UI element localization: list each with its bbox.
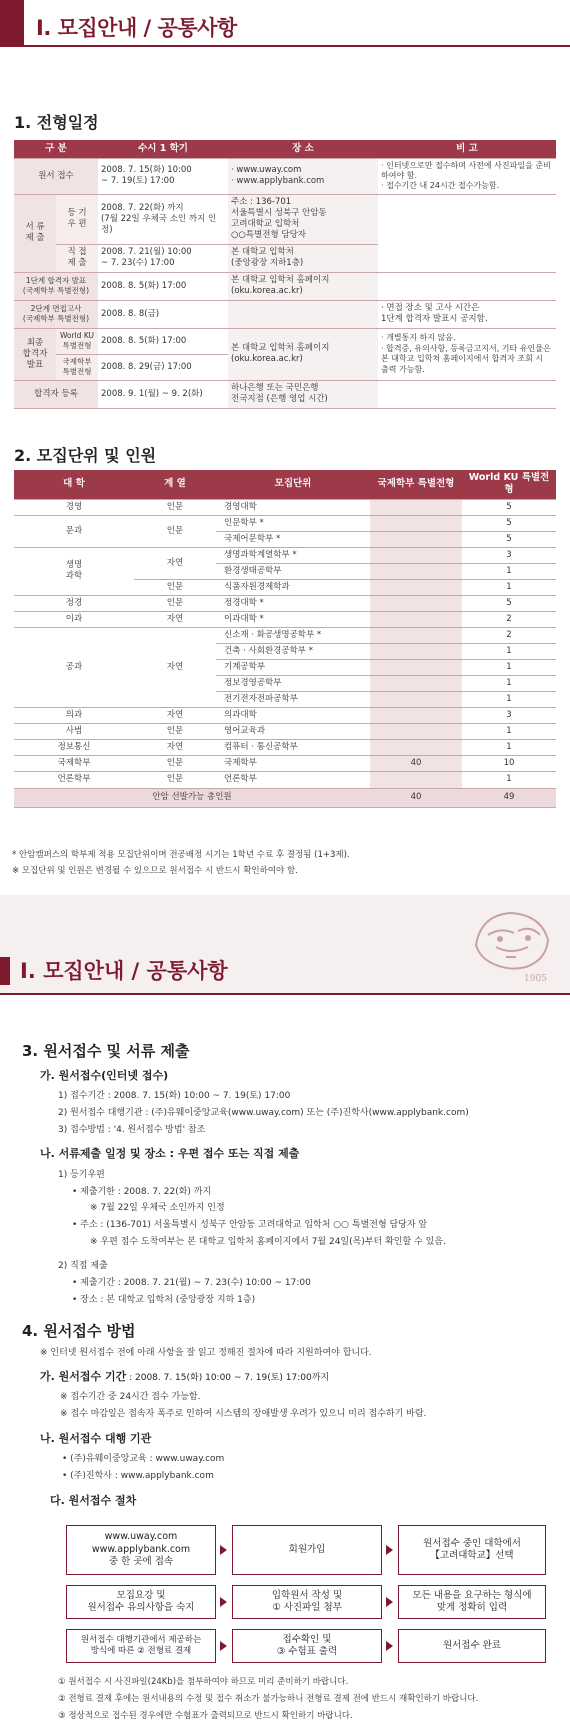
cell-intl: 40 xyxy=(370,756,462,772)
text-line: • (주)유웨이중앙교육 : www.uway.com xyxy=(62,1454,225,1464)
cell-note-empty xyxy=(378,380,556,408)
header-bar xyxy=(0,0,24,47)
subsection-title: 나. 서류제출 일정 및 장소 : 우편 접수 또는 직접 제출 xyxy=(40,1147,300,1160)
row-label: 합격자 등록 xyxy=(14,380,98,408)
cell-place: 주소 : 136-701 서울특별시 성북구 안암동 고려대학교 입학처 ○○특별전형 담당자 xyxy=(228,194,378,244)
subsection-title: 가. 원서접수 기간 xyxy=(40,1370,127,1383)
flow-step-6: 모든 내용을 요구하는 형식에 맞게 정확히 입력 xyxy=(398,1585,546,1619)
cell-field: 인문 xyxy=(134,515,216,547)
subsection-title: 가. 원서접수(인터넷 접수) xyxy=(40,1069,169,1082)
cell-field: 인문 xyxy=(134,756,216,772)
page-2 xyxy=(0,895,570,1728)
col-header: 국제학부 특별전형 xyxy=(370,470,462,499)
cell-wku: 1 xyxy=(462,579,556,595)
text-line: 1) 등기우편 xyxy=(58,1170,105,1180)
row-label: 서 류 제 출 xyxy=(14,194,56,272)
cell-unit: 식품자원경제학과 xyxy=(216,579,370,595)
col-header: 장 소 xyxy=(228,140,378,158)
cell-period: 2008. 8. 5(화) 17:00 xyxy=(98,328,228,354)
table-row xyxy=(14,499,556,515)
cell-field: 인문 xyxy=(134,579,216,595)
units-table xyxy=(14,470,556,808)
cell-college: 이과 xyxy=(14,612,134,628)
row-sublabel: 국제학부 특별전형 xyxy=(56,354,98,380)
col-header: 구 분 xyxy=(14,140,98,158)
col-header: 대 학 xyxy=(14,470,134,499)
text-line: ※ 접수기간 중 24시간 접수 가능함. xyxy=(60,1392,201,1402)
footnote: * 안암캠퍼스의 학부제 적용 모집단위이며 전공배정 시기는 1학년 수료 후 결정됨 (1+3제). xyxy=(12,850,350,860)
footnote: ※ 모집단위 및 인원은 변경될 수 있으므로 원서접수 시 반드시 확인하여야 함. xyxy=(12,866,298,876)
table-row xyxy=(14,756,556,772)
cell-college: 생명 과학 xyxy=(14,547,134,595)
flow-step-1: www.uway.com www.applybank.com 중 한 곳에 접속 xyxy=(66,1525,216,1575)
total-wku: 49 xyxy=(462,788,556,807)
cell-intl xyxy=(370,499,462,515)
cell-wku: 1 xyxy=(462,660,556,676)
cell-field: 인문 xyxy=(134,772,216,788)
cell-intl xyxy=(370,612,462,628)
cell-note-empty xyxy=(378,194,556,272)
cell-intl xyxy=(370,595,462,611)
cell-wku: 10 xyxy=(462,756,556,772)
table-row xyxy=(14,547,556,563)
cell-note: · 면접 장소 및 고사 시간은 1단계 합격자 발표시 공지함. xyxy=(378,300,556,328)
subsection-title: 나. 원서접수 대행 기관 xyxy=(40,1432,152,1445)
text-line: • 장소 : 본 대학교 입학처 (중앙광장 지하 1층) xyxy=(72,1295,256,1305)
page-title: Ⅰ. 모집안내 / 공통사항 xyxy=(36,16,237,40)
cell-intl xyxy=(370,579,462,595)
flow-step-4: 모집요강 및 원서접수 유의사항을 숙지 xyxy=(66,1585,216,1619)
cell-period: 2008. 9. 1(월) ~ 9. 2(화) xyxy=(98,380,228,408)
cell-unit: 컴퓨터 · 통신공학부 xyxy=(216,740,370,756)
text-line: ※ 우편 접수 도착여부는 본 대학교 입학처 홈페이지에서 7월 24일(목)부터 확인할 수 있음. xyxy=(90,1237,446,1247)
cell-field: 자연 xyxy=(134,612,216,628)
cell-wku: 1 xyxy=(462,644,556,660)
cell-college: 공과 xyxy=(14,628,134,708)
cell-unit: 기계공학부 xyxy=(216,660,370,676)
cell-place: · www.uway.com · www.applybank.com xyxy=(228,158,378,194)
arrow-right-icon xyxy=(386,1641,393,1651)
row-label: 최종 합격자 발표 xyxy=(14,328,56,380)
cell-unit: 국제어문학부 * xyxy=(216,531,370,547)
cell-wku: 2 xyxy=(462,628,556,644)
cell-unit: 경영대학 xyxy=(216,499,370,515)
cell-field: 자연 xyxy=(134,740,216,756)
row-label: 2단계 면접고사 (국제학부 특별전형) xyxy=(14,300,98,328)
cell-field: 자연 xyxy=(134,547,216,579)
cell-field: 자연 xyxy=(134,628,216,708)
cell-intl xyxy=(370,692,462,708)
cell-note-empty xyxy=(378,272,556,300)
cell-intl xyxy=(370,515,462,531)
cell-period: 2008. 8. 29(금) 17:00 xyxy=(98,354,228,380)
cell-unit: 인문학부 * xyxy=(216,515,370,531)
cell-college: 정보통신 xyxy=(14,740,134,756)
cell-unit: 의과대학 xyxy=(216,708,370,724)
cell-intl xyxy=(370,644,462,660)
section-title-method: 4. 원서접수 방법 xyxy=(22,1322,136,1340)
arrow-right-icon xyxy=(220,1545,227,1555)
page-header xyxy=(0,0,570,47)
row-sublabel: 등 기 우 편 xyxy=(56,194,98,244)
cell-wku: 5 xyxy=(462,515,556,531)
cell-unit: 신소재 · 화공생명공학부 * xyxy=(216,628,370,644)
section-title-schedule: 1. 전형일정 xyxy=(14,113,99,132)
cell-unit: 건축 · 사회환경공학부 * xyxy=(216,644,370,660)
table-row xyxy=(14,724,556,740)
col-header: 수시 1 학기 xyxy=(98,140,228,158)
cell-note: · 인터넷으로만 접수하며 사전에 사진파일을 준비하여야 함. · 접수기간 내 24시간 접수가능함. xyxy=(378,158,556,194)
cell-period: 2008. 7. 15(화) 10:00 ~ 7. 19(토) 17:00 xyxy=(98,158,228,194)
table-row xyxy=(14,595,556,611)
cell-wku: 2 xyxy=(462,612,556,628)
table-row xyxy=(14,772,556,788)
page-title: Ⅰ. 모집안내 / 공통사항 xyxy=(20,959,228,983)
col-header: 모집단위 xyxy=(216,470,370,499)
cell-unit: 전기전자전파공학부 xyxy=(216,692,370,708)
row-sublabel: World KU 특별전형 xyxy=(56,328,98,354)
col-header: 계 열 xyxy=(134,470,216,499)
cell-intl xyxy=(370,531,462,547)
table-row xyxy=(14,628,556,644)
cell-unit: 이과대학 * xyxy=(216,612,370,628)
table-row xyxy=(14,515,556,531)
cell-college: 사범 xyxy=(14,724,134,740)
page-header xyxy=(0,895,570,995)
cell-period: 2008. 8. 5(화) 17:00 xyxy=(98,272,228,300)
text-line: • 제출기한 : 2008. 7. 22(화) 까지 xyxy=(72,1187,212,1197)
col-header: World KU 특별전형 xyxy=(462,470,556,499)
flow-note: ③ 정상적으로 접수된 경우에만 수험표가 출력되므로 반드시 확인하기 바랍니다. xyxy=(58,1711,353,1721)
text-line: • (주)진학사 : www.applybank.com xyxy=(62,1471,214,1481)
arrow-right-icon xyxy=(220,1641,227,1651)
flow-step-5: 입학원서 작성 및 ① 사진파일 첨부 xyxy=(232,1585,382,1619)
cell-wku: 3 xyxy=(462,547,556,563)
arrow-right-icon xyxy=(220,1597,227,1607)
cell-wku: 1 xyxy=(462,563,556,579)
text-line: 2) 직접 제출 xyxy=(58,1261,108,1271)
cell-unit: 환경생태공학부 xyxy=(216,563,370,579)
cell-unit: 영어교육과 xyxy=(216,724,370,740)
row-label: 원서 접수 xyxy=(14,158,98,194)
cell-wku: 5 xyxy=(462,531,556,547)
cell-intl xyxy=(370,547,462,563)
cell-place-empty xyxy=(228,300,378,328)
flow-step-2: 회원가입 xyxy=(232,1525,382,1575)
cell-field: 인문 xyxy=(134,595,216,611)
section-title-application: 3. 원서접수 및 서류 제출 xyxy=(22,1042,190,1060)
cell-note: · 개별통지 하지 않음. · 합격증, 유의사항, 등록금고지서, 기타 유인물은 본 대학교 입학처 홈페이지에서 합격자 조회 시 출력 가능함. xyxy=(378,328,556,380)
cell-period: 2008. 7. 21(월) 10:00 ~ 7. 23(수) 17:00 xyxy=(98,244,228,272)
cell-place: 본 대학교 입학처 (중앙광장 지하1층) xyxy=(228,244,378,272)
cell-unit: 정보경영공학부 xyxy=(216,676,370,692)
text-line: ※ 인터넷 원서접수 전에 아래 사항을 잘 읽고 정해진 절차에 따라 지원하여야 합니다. xyxy=(40,1348,372,1358)
table-row xyxy=(14,740,556,756)
cell-unit: 생명과학계열학부 * xyxy=(216,547,370,563)
text-line: 2) 원서접수 대행기관 : (주)유웨이중앙교육(www.uway.com) 또는 (주)진학사(www.applybank.com) xyxy=(58,1108,469,1118)
text-line: 3) 접수방법 : '4. 원서접수 방법' 참조 xyxy=(58,1125,206,1135)
table-row xyxy=(14,612,556,628)
text-line: ※ 접수 마감일은 접속자 폭주로 인하여 시스템의 장애발생 우려가 있으니 미리 접수하기 바람. xyxy=(60,1409,427,1419)
subsection-title: 다. 원서접수 절차 xyxy=(50,1494,137,1507)
cell-intl xyxy=(370,676,462,692)
cell-college: 국제학부 xyxy=(14,756,134,772)
cell-college: 정경 xyxy=(14,595,134,611)
arrow-right-icon xyxy=(386,1597,393,1607)
col-header: 비 고 xyxy=(378,140,556,158)
cell-wku: 3 xyxy=(462,708,556,724)
cell-unit: 정경대학 * xyxy=(216,595,370,611)
text-line: ※ 7월 22일 우체국 소인까지 인정 xyxy=(90,1203,225,1213)
cell-intl xyxy=(370,708,462,724)
cell-unit: 언론학부 xyxy=(216,772,370,788)
flow-note: ① 원서접수 시 사진파일(24Kb)을 첨부하여야 하므로 미리 준비하기 바랍니다. xyxy=(58,1677,349,1687)
cell-wku: 1 xyxy=(462,676,556,692)
flow-step-3: 원서접수 중인 대학에서 【고려대학교】선택 xyxy=(398,1525,546,1575)
cell-field: 인문 xyxy=(134,724,216,740)
schedule-table xyxy=(14,140,556,409)
cell-wku: 1 xyxy=(462,692,556,708)
arrow-right-icon xyxy=(386,1545,393,1555)
cell-college: 의과 xyxy=(14,708,134,724)
cell-intl xyxy=(370,740,462,756)
cell-wku: 1 xyxy=(462,740,556,756)
tiger-logo-icon xyxy=(466,905,556,983)
cell-intl xyxy=(370,563,462,579)
cell-intl xyxy=(370,772,462,788)
flow-step-8: 접수확인 및 ③ 수험표 출력 xyxy=(232,1629,382,1663)
cell-place: 본 대학교 입학처 홈페이지 (oku.korea.ac.kr) xyxy=(228,328,378,380)
cell-field: 인문 xyxy=(134,499,216,515)
cell-wku: 1 xyxy=(462,772,556,788)
cell-intl xyxy=(370,628,462,644)
cell-college: 문과 xyxy=(14,515,134,547)
row-sublabel: 직 접 제 출 xyxy=(56,244,98,272)
section-title-units: 2. 모집단위 및 인원 xyxy=(14,446,157,465)
row-label: 1단계 합격자 발표 (국제학부 특별전형) xyxy=(14,272,98,300)
cell-period: 2008. 7. 22(화) 까지 (7월 22일 우체국 소인 까지 인정) xyxy=(98,194,228,244)
logo-year: 1905 xyxy=(524,974,547,983)
cell-place: 하나은행 또는 국민은행 전국지점 (은행 영업 시간) xyxy=(228,380,378,408)
cell-wku: 5 xyxy=(462,499,556,515)
cell-intl xyxy=(370,724,462,740)
flow-note: ② 전형료 결제 후에는 원서내용의 수정 및 접수 취소가 불가능하니 전형료 결제 전에 반드시 재확인하기 바랍니다. xyxy=(58,1694,479,1704)
cell-wku: 1 xyxy=(462,724,556,740)
text-line: • 주소 : (136-701) 서울특별시 성북구 안암동 고려대학교 입학처 ○○ 특별전형 담당자 앞 xyxy=(72,1220,428,1230)
cell-field: 자연 xyxy=(134,708,216,724)
text-line: • 제출기간 : 2008. 7. 21(월) ~ 7. 23(수) 10:00 ~ 17:00 xyxy=(72,1278,311,1288)
flow-step-9: 원서접수 완료 xyxy=(398,1629,546,1663)
subsection-title-line xyxy=(40,1368,329,1384)
table-row xyxy=(14,708,556,724)
text-line: 1) 접수기간 : 2008. 7. 15(화) 10:00 ~ 7. 19(토) 17:00 xyxy=(58,1091,291,1101)
cell-college: 경영 xyxy=(14,499,134,515)
total-intl: 40 xyxy=(370,788,462,807)
cell-unit: 국제학부 xyxy=(216,756,370,772)
cell-wku: 5 xyxy=(462,595,556,611)
header-bar xyxy=(0,957,10,985)
total-label: 안암 선발가능 총인원 xyxy=(14,788,370,807)
cell-period: 2008. 8. 8(금) xyxy=(98,300,228,328)
cell-college: 언론학부 xyxy=(14,772,134,788)
flow-step-7: 원서접수 대행기관에서 제공하는 방식에 따른 ② 전형료 결제 xyxy=(66,1629,216,1663)
cell-place: 본 대학교 입학처 홈페이지 (oku.korea.ac.kr) xyxy=(228,272,378,300)
cell-intl xyxy=(370,660,462,676)
subsection-value: : 2008. 7. 15(화) 10:00 ~ 7. 19(토) 17:00까지 xyxy=(126,1373,330,1383)
